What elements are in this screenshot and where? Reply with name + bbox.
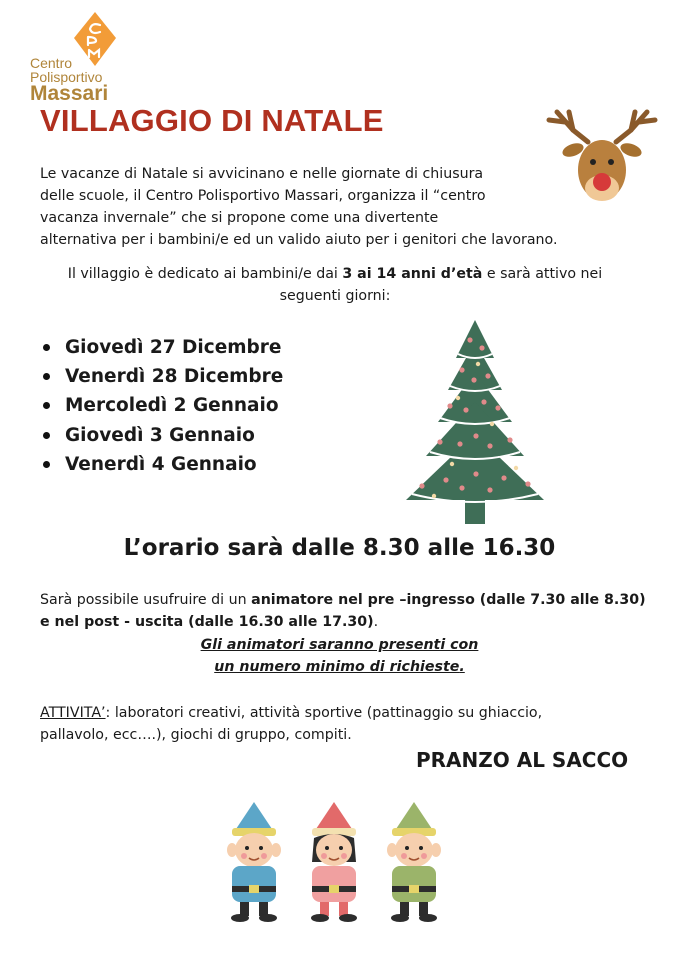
bullet-icon [43,373,50,380]
note-line-1: Gli animatori saranno presenti con [200,637,479,653]
schedule-heading: L’orario sarà dalle 8.30 alle 16.30 [123,535,556,561]
intro-line: Le vacanze di Natale si avvicinano e nelle giornate di chiusura [40,166,484,182]
bullet-icon [43,432,50,439]
page-title: VILLAGGIO DI NATALE [40,103,384,138]
activities-paragraph [40,702,640,746]
logo-line-massari: Massari [30,82,109,105]
day-label: Venerdì 28 Dicembre [65,366,284,388]
bullet-icon [43,402,50,409]
list-item [40,391,283,420]
days-list [40,333,283,479]
activities-label: ATTIVITA’ [40,705,106,721]
bullet-icon [43,344,50,351]
bullet-icon [43,461,50,468]
animator-paragraph [40,589,650,633]
logo-line-centro: Centro [30,55,73,71]
animator-text: Sarà possibile usufruire di un [40,592,252,608]
note-text: un numero minimo di richieste [214,659,460,675]
age-range: 3 ai 14 anni d’età [342,266,483,282]
day-label: Venerdì 4 Gennaio [65,453,257,475]
christmas-tree-icon [400,318,550,528]
intro-line: alternativa per i bambini/e ed un valido aiuto per i genitori che lavorano. [40,232,558,248]
list-item [40,450,283,479]
day-label: Giovedì 3 Gennaio [65,424,255,446]
dedication-text: seguenti giorni: [279,288,391,304]
list-item [40,421,283,450]
activities-text: : laboratori creativi, attività sportive (pattinaggio su ghiaccio, [105,705,543,721]
intro-line: delle scuole, il Centro Polisportivo Massari, organizza il “centro [40,188,486,204]
list-item [40,362,283,391]
activities-text: pallavolo, ecc….), giochi di gruppo, compiti. [40,727,352,743]
lunch-note: PRANZO AL SACCO [416,748,629,772]
note-line-2: un numero minimo di richieste. [214,659,465,675]
dedication-text: e sarà attivo nei [482,266,603,282]
logo-monogram-icon [72,10,118,68]
elves-icon [214,800,454,925]
animator-end: . [373,614,379,630]
animator-post: e nel post - uscita (dalle 16.30 alle 17.30) [40,614,374,630]
logo-line-polisportivo: Polisportivo [30,69,103,85]
animator-pre: animatore nel pre –ingresso (dalle 7.30 alle 8.30) [251,592,646,608]
day-label: Giovedì 27 Dicembre [65,337,282,359]
list-item [40,333,283,362]
day-label: Mercoledì 2 Gennaio [65,395,279,417]
dedication-text: Il villaggio è dedicato ai bambini/e dai [67,266,343,282]
intro-line: vacanza invernale” che si propone come una divertente [40,210,439,226]
dedication-paragraph [40,263,630,307]
intro-paragraph [40,163,580,251]
